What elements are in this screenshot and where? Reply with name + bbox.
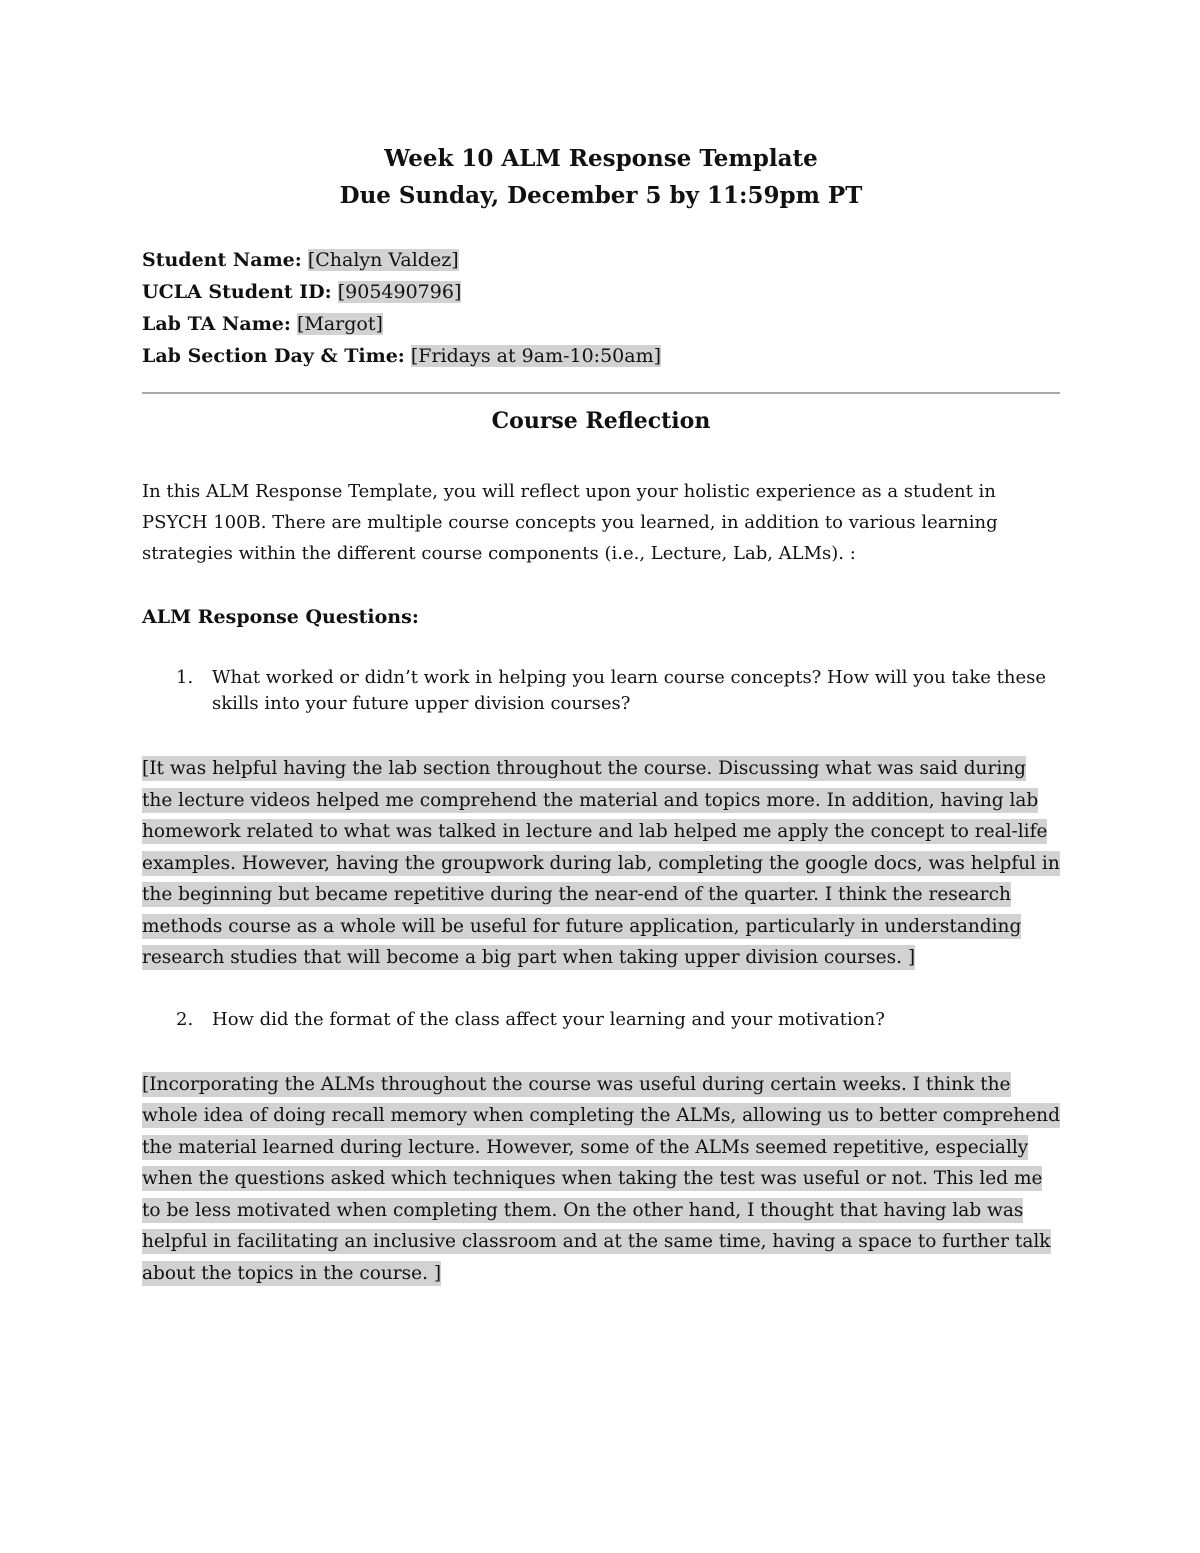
question-1-text: What worked or didn’t work in helping you learn course concepts? How will you take these skills into your future upper division courses? bbox=[212, 667, 1047, 714]
student-id-label: UCLA Student ID: bbox=[142, 281, 332, 303]
student-name-label: Student Name: bbox=[142, 249, 302, 271]
lab-ta-line bbox=[142, 308, 1060, 340]
document-title: Week 10 ALM Response Template bbox=[384, 145, 818, 172]
intro-paragraph: In this ALM Response Template, you will reflect upon your holistic experience as a student in PSYCH 100B. There are multiple course concepts you learned, in addition to various learning strategies within the different course components (i.e., Lecture, Lab, ALMs). : bbox=[142, 481, 998, 564]
student-name-value: [Chalyn Valdez] bbox=[307, 249, 459, 271]
lab-ta-value: [Margot] bbox=[296, 313, 383, 335]
question-2-number: 2. bbox=[176, 1008, 194, 1030]
answer-2-text: [Incorporating the ALMs throughout the course was useful during certain weeks. I think the whole idea of doing recall memory when completing the ALMs, allowing us to better comprehend the material learned during lecture. However, some of the ALMs seemed repetitive, especially when the questions asked which techniques when taking the test was useful or not. This led me to be less motivated when completing them. On the other hand, I thought that having lab was helpful in facilitating an inclusive classroom and at the same time, having a space to further talk about the topics in the course. ] bbox=[142, 1073, 1060, 1284]
lab-section-line bbox=[142, 340, 1060, 372]
title-block bbox=[142, 140, 1060, 214]
lab-section-value: [Fridays at 9am-10:50am] bbox=[410, 345, 662, 367]
answer-1-text: [It was helpful having the lab section throughout the course. Discussing what was said during the lecture videos helped me comprehend the material and topics more. In addition, having lab homework related to what was talked in lecture and lab helped me apply the concept to real-life examples. However, having the groupwork during lab, completing the google docs, was helpful in the beginning but became repetitive during the near-end of the quarter. I think the research methods course as a whole will be useful for future application, particularly in understanding research studies that will become a big part when taking upper division courses. ] bbox=[142, 758, 1060, 968]
lab-ta-label: Lab TA Name: bbox=[142, 313, 291, 335]
question-2-text: How did the format of the class affect your learning and your motivation? bbox=[212, 1008, 885, 1030]
questions-heading: ALM Response Questions: bbox=[142, 606, 419, 628]
document-page bbox=[142, 140, 1060, 1289]
horizontal-divider bbox=[142, 392, 1060, 394]
section-title: Course Reflection bbox=[491, 408, 711, 434]
answer-2 bbox=[142, 1069, 1060, 1290]
student-id-value: [905490796] bbox=[337, 281, 462, 303]
answer-1 bbox=[142, 753, 1060, 974]
question-1-number: 1. bbox=[176, 667, 194, 688]
question-2 bbox=[142, 1007, 1060, 1033]
student-name-line bbox=[142, 244, 1060, 276]
lab-section-label: Lab Section Day & Time: bbox=[142, 345, 405, 367]
student-info bbox=[142, 244, 1060, 372]
question-1 bbox=[142, 665, 1060, 717]
student-id-line bbox=[142, 276, 1060, 308]
due-date: Due Sunday, December 5 by 11:59pm PT bbox=[339, 182, 863, 209]
